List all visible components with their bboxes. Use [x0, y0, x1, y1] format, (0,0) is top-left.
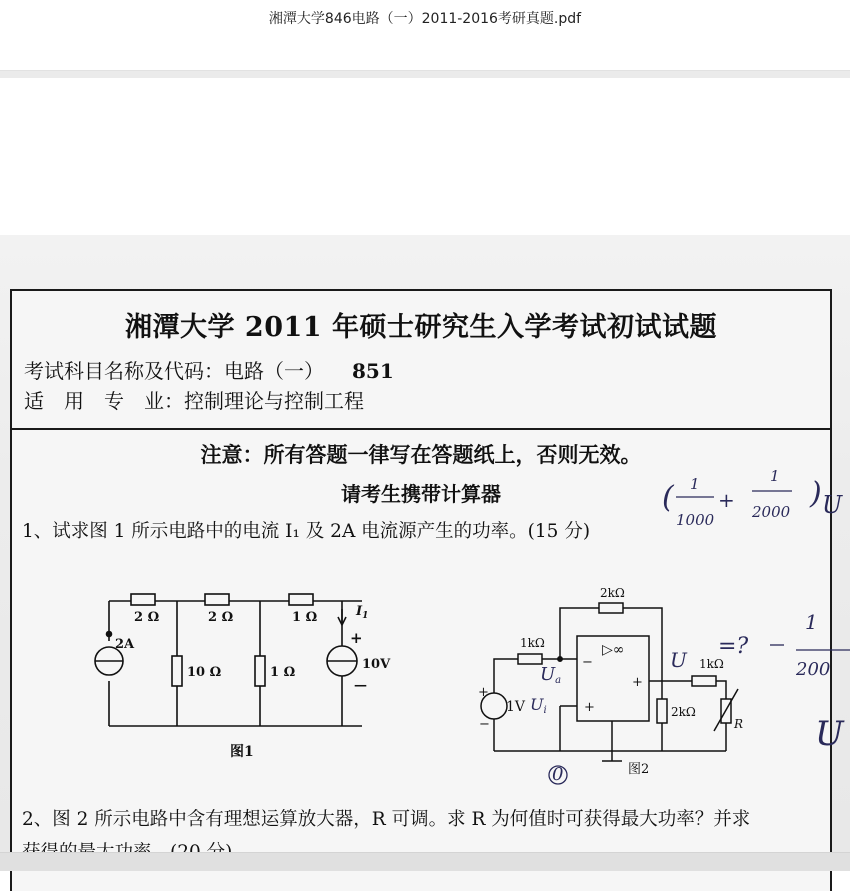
fig2-caption: 图2 — [628, 762, 650, 777]
hw-neg-numerator: 1 — [805, 610, 818, 634]
calculator-note: 请考生携带计算器 — [341, 482, 501, 506]
hw-ui: Ui — [530, 695, 547, 716]
header-divider — [0, 70, 850, 78]
subject-code: 851 — [352, 359, 394, 383]
fig1-caption: 图1 — [230, 744, 254, 760]
hw-ua: Ua — [540, 664, 562, 686]
fig2-source-minus: − — [479, 717, 490, 732]
fig1-label-I1: $I_1$ — [356, 604, 369, 621]
fig2-opamp-minus: − — [582, 655, 593, 670]
handwritten-notes — [0, 235, 850, 852]
fig1-label-10ohm: 10 Ω — [187, 665, 222, 680]
pdf-page-viewport[interactable] — [0, 235, 850, 852]
fig1-label-2A: 2A — [115, 637, 135, 652]
hw-paren-open: ( — [662, 480, 674, 515]
fig2-label-R: R — [734, 717, 744, 731]
exam-title: 湘潭大学 2011 年硕士研究生入学考试初试试题 — [125, 312, 717, 343]
fig1-label-plus: + — [350, 629, 363, 647]
hw-denominator-1000: 1000 — [676, 511, 715, 529]
document-title: 湘潭大学846电路（一）2011-2016考研真题.pdf — [268, 11, 582, 27]
fig2-label-output: 1kΩ — [699, 657, 724, 671]
hw-plus: + — [718, 488, 735, 512]
fig1-label-1ohm-vert: 1 Ω — [270, 665, 296, 680]
fig2-label-input: 1kΩ — [520, 636, 545, 650]
subject-label: 考试科目名称及代码：电路（一） — [24, 359, 324, 383]
fig1-label-2ohm-mid: 2 Ω — [208, 610, 234, 625]
fig2-opamp-plus: + — [584, 700, 595, 715]
hw-uc: U — [670, 648, 687, 672]
fig1-label-2ohm-left: 2 Ω — [134, 610, 160, 625]
fig1-label-10V: 10V — [362, 657, 391, 672]
hw-numerator-1: 1 — [690, 475, 700, 493]
fig2-label-feedback: 2kΩ — [600, 586, 625, 600]
question-2: 2、图 2 所示电路中含有理想运算放大器，R 可调。求 R 为何值时可获得最大功率？并求 — [22, 809, 751, 830]
hw-numerator-2: 1 — [770, 467, 780, 485]
hw-zero: 0 — [552, 764, 564, 785]
hw-neg-denominator: 200 — [796, 659, 831, 680]
fig2-opamp-symbol: ▷∞ — [602, 642, 625, 658]
hw-denominator-2000: 2000 — [752, 503, 791, 521]
fig1-label-minus: — — [354, 678, 367, 693]
question-1: 1、试求图 1 所示电路中的电流 I₁ 及 2A 电流源产生的功率。(15 分) — [22, 521, 591, 542]
fig1-label-1ohm-top: 1 Ω — [292, 610, 318, 625]
fig2-label-1V: 1V — [506, 699, 526, 715]
major-label: 适 用 专 业： — [24, 389, 184, 413]
fig2-opamp-out-plus: + — [632, 675, 643, 690]
hw-arrow: =? — [718, 634, 749, 659]
exam-notice: 注意：所有答题一律写在答题纸上，否则无效。 — [200, 442, 642, 467]
hw-u-right: U — [815, 714, 844, 754]
viewer-bottom-bar — [0, 852, 850, 871]
major-value: 控制理论与控制工程 — [184, 389, 364, 413]
fig2-source-plus: + — [478, 685, 489, 700]
hw-u-left: U — [822, 491, 843, 519]
hw-paren-close: ) — [810, 476, 822, 511]
fig2-label-load: 2kΩ — [671, 705, 696, 719]
